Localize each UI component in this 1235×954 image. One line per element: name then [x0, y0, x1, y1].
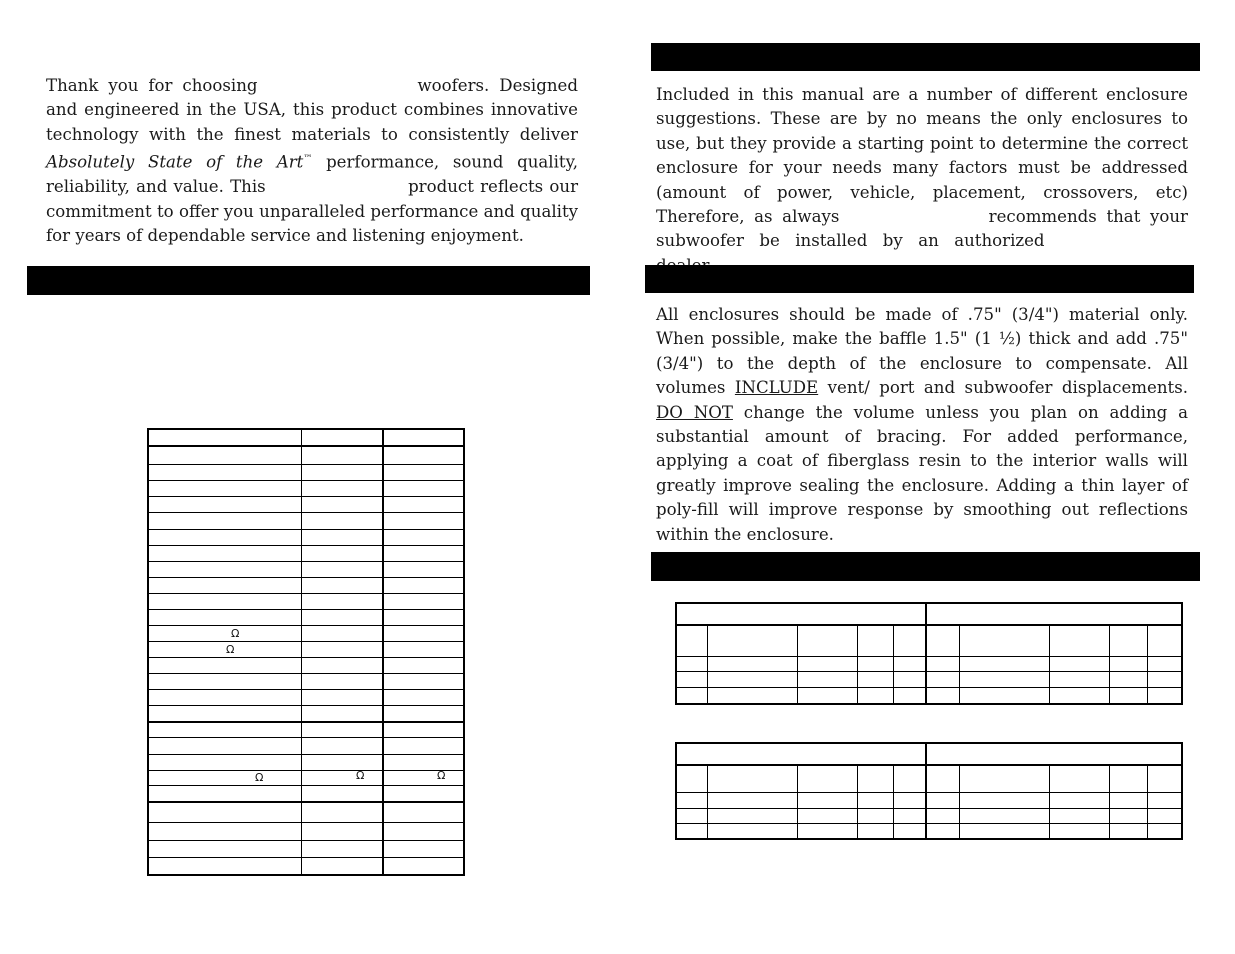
table-row-divider: [149, 770, 463, 771]
table-group-divider: [925, 744, 927, 838]
table-row-divider: [149, 689, 463, 690]
enclosure-intro-text1: Included in this manual are a number of different enclosure suggestions. These are by no means the only enclosures to use, but they provide a starting point to determine the correct enclosure for your needs many factors must be addressed (amount of power, vehicle, placement, crossovers, etc) Therefore, as always: [656, 85, 1188, 227]
ohm-symbol: Ω: [437, 769, 446, 782]
table-column-divider: [1049, 764, 1050, 838]
table-row-divider: [149, 577, 463, 578]
enclosure-table-ported: [675, 742, 1183, 840]
table-column-divider: [707, 624, 708, 703]
table-column-divider: [1109, 764, 1110, 838]
table-row-divider: [149, 480, 463, 481]
table-row-divider: [149, 754, 463, 755]
table-row-divider: [149, 737, 463, 738]
table-column-divider: [1147, 764, 1148, 838]
table-column-divider: [959, 764, 960, 838]
table-row-divider: [677, 656, 1181, 657]
table-column-divider: [857, 764, 858, 838]
table-row-divider: [149, 609, 463, 610]
ohm-symbol: Ω: [231, 627, 240, 640]
table-row-divider: [677, 808, 1181, 809]
table-column-divider: [857, 624, 858, 703]
intro-paragraph: [46, 74, 578, 248]
table-column-divider: [707, 764, 708, 838]
table-row-divider: [149, 545, 463, 546]
table-row-divider: [149, 801, 463, 803]
table-column-divider: [1147, 624, 1148, 703]
construction-paragraph: [656, 303, 1188, 547]
table-column-divider: [797, 764, 798, 838]
construction-p3: change the volume unless you plan on adding a substantial amount of bracing. For added performance, applying a coat of fiberglass resin to the interior walls will greatly improve sealing the enclosure. Adding a thin layer of poly-fill will improve response by smoothing out reflections within the enclosure.: [656, 402, 1188, 544]
table-row-divider: [149, 445, 463, 447]
section-header-bar-recommended: [651, 552, 1200, 581]
construction-p1: All enclosures should be made of .75" (3/4") material only. When possible, make the baffle 1.5" (1 ½) thick and add .75" (3/4") to the depth of the enclosure to compensate. All volumes: [656, 305, 1188, 398]
table-row-divider: [149, 464, 463, 465]
construction-do-not: DO NOT: [656, 402, 733, 422]
table-row-divider: [677, 671, 1181, 672]
table-row-divider: [149, 673, 463, 674]
ohm-symbol: Ω: [226, 643, 235, 656]
ohm-symbol: Ω: [255, 771, 264, 784]
table-column-divider: [959, 624, 960, 703]
table-row-divider: [677, 687, 1181, 688]
table-column-divider: [893, 624, 894, 703]
intro-rest: performance, sound quality, reliability, and value. This: [46, 152, 579, 197]
table-row-divider: [149, 822, 463, 823]
table-row-divider: [149, 625, 463, 626]
section-header-bar-specs: [27, 266, 590, 295]
construction-include: INCLUDE: [734, 378, 819, 398]
specifications-table: [147, 428, 465, 876]
table-row-divider: [149, 512, 463, 513]
table-row-divider: [149, 496, 463, 497]
table-row-divider: [149, 785, 463, 786]
enclosure-intro-text2: recommends that your subwoofer be installed by an authorized: [656, 207, 1188, 251]
table-row-divider: [677, 823, 1181, 824]
table-row-divider: [149, 721, 463, 723]
section-header-bar-enclosures: [651, 43, 1200, 71]
table-column-divider: [1109, 624, 1110, 703]
table-row-divider: [149, 840, 463, 841]
table-group-divider: [925, 604, 927, 703]
table-row-divider: [677, 792, 1181, 793]
enclosure-table-sealed: [675, 602, 1183, 705]
table-row-divider: [149, 561, 463, 562]
intro-pre: Thank you for choosing: [46, 76, 258, 95]
enclosure-intro-paragraph: [656, 83, 1188, 278]
construction-p2: vent/ port and subwoofer displacements.: [827, 378, 1188, 398]
table-row-divider: [149, 529, 463, 530]
intro-post: woofers. Designed and engineered in the USA, this product combines innovative technology with the finest materials to consistently deliver: [46, 76, 578, 144]
table-row-divider: [149, 593, 463, 594]
table-row-divider: [149, 657, 463, 658]
section-header-bar-construction: [645, 265, 1194, 293]
table-row-divider: [149, 641, 463, 642]
table-column-divider: [1049, 624, 1050, 703]
table-column-divider: [797, 624, 798, 703]
trademark-mark: ™: [303, 154, 313, 165]
intro-rest2: product reflects our commitment to offer you unparalleled performance and quality for years of dependable service and listening enjoyment.: [46, 177, 578, 245]
intro-italic: Absolutely State of the Art: [46, 152, 304, 172]
table-row-divider: [149, 857, 463, 858]
table-column-divider: [893, 764, 894, 838]
table-header-divider: [677, 764, 1181, 766]
ohm-symbol: Ω: [356, 769, 365, 782]
table-header-divider: [677, 624, 1181, 626]
table-row-divider: [149, 705, 463, 706]
